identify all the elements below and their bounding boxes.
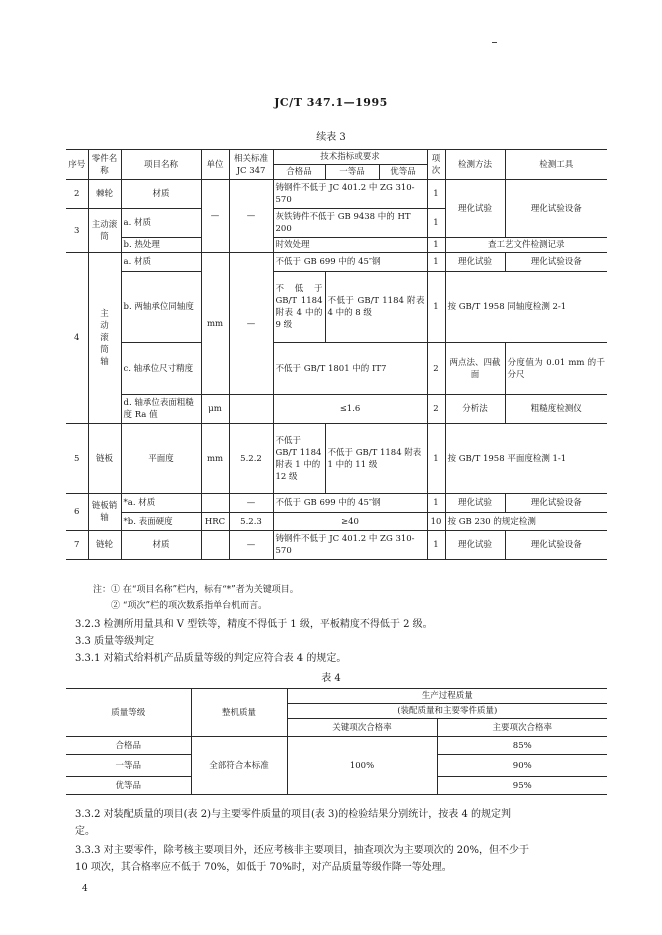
r23-unit: — (201, 180, 229, 253)
r4-part: 主动滚筒轴 (88, 253, 121, 424)
para-3-3: 3.3 质量等级判定 (75, 636, 155, 647)
t4-row-main-3: 95% (437, 777, 607, 795)
r7-spec: 铸钢件不低于 JC 401.2 中 ZG 310-570 (273, 531, 427, 560)
r6-part: 链板销轴 (88, 494, 121, 531)
r4-count-d: 2 (427, 395, 445, 424)
t4-machine-value: 全部符合本标准 (191, 737, 287, 795)
col-std: 相关标准 JC 347 (229, 150, 273, 180)
note-2: ② “项次”栏的项次数系指单台机而言。 (111, 601, 268, 611)
t4-row-grade-3: 优等品 (66, 777, 191, 795)
r5-item: 平面度 (121, 424, 201, 494)
r4-tool-a: 理化试验设备 (505, 253, 607, 272)
col-grade1: 合格品 (273, 165, 325, 180)
r6-method-b: 按 GB 230 的规定检测 (445, 513, 607, 531)
r2-item: 材质 (121, 180, 201, 209)
t4-col-main: 主要项次合格率 (437, 719, 607, 737)
para-3-3-3-line1: 3.3.3 对主要零件，除考核主要项目外，还应考核非主要项目，抽查项次为主要项次的 20%，但不少于 (75, 845, 530, 856)
r3-no: 3 (66, 209, 88, 253)
t4-col-grade: 质量等级 (66, 689, 191, 737)
t4-row-grade-1: 合格品 (66, 737, 191, 755)
r6-spec-b: ≥40 (273, 513, 427, 531)
r5-part: 链板 (88, 424, 121, 494)
col-grade2: 一等品 (325, 165, 379, 180)
note-1: 注：① 在“项目名称”栏内，标有“*”者为关键项目。 (93, 585, 299, 595)
r4-method-d: 分析法 (445, 395, 505, 424)
r3-part: 主动滚筒 (88, 209, 121, 253)
r4-method-b: 按 GB/T 1958 同轴度检测 2-1 (445, 272, 607, 343)
r6-count-b: 10 (427, 513, 445, 531)
t4-row-main-1: 85% (437, 737, 607, 755)
r7-std: — (229, 531, 273, 560)
col-tech: 技术指标或要求 (273, 150, 427, 165)
col-tool: 检测工具 (505, 150, 607, 180)
r4-count-b: 1 (427, 272, 445, 343)
r23-std: — (229, 180, 273, 253)
r7-unit (201, 531, 229, 560)
col-item: 项目名称 (121, 150, 201, 180)
r4-spec-b2: 不低于 GB/T 1184 附表 4 中的 8 级 (325, 272, 427, 343)
col-method: 检测方法 (445, 150, 505, 180)
r3-count-a: 1 (427, 209, 445, 238)
r4-tool-d: 粗糙度检测仪 (505, 395, 607, 424)
table3-caption: 续表 3 (316, 132, 346, 143)
col-unit: 单位 (201, 150, 229, 180)
t4-col-process: 生产过程质量 (287, 689, 607, 704)
r3-count-b: 1 (427, 238, 445, 253)
r2-part: 棘轮 (88, 180, 121, 209)
para-3-3-2-line1: 3.3.2 对装配质量的项目(表 2)与主要零件质量的项目(表 3)的检验结果分别统计，按表 4 的规定判 (75, 809, 512, 820)
r23-method: 理化试验 (445, 180, 505, 238)
r4-tool-c: 分度值为 0.01 mm 的千分尺 (505, 343, 607, 395)
r3-item-b: b. 热处理 (121, 238, 201, 253)
r6-method-a: 理化试验 (445, 494, 505, 513)
table-3 (66, 149, 607, 560)
para-3-2-3: 3.2.3 检测所用量具和 V 型铁等，精度不得低于 1 级，平板精度不得低于 2 级。 (75, 619, 433, 630)
r23-tool: 理化试验设备 (505, 180, 607, 238)
table4-caption: 表 4 (321, 673, 341, 684)
r4-item-c: c. 轴承位尺寸精度 (121, 343, 201, 395)
col-count: 项次 (427, 150, 445, 180)
r4-item-b: b. 两轴承位同轴度 (121, 272, 201, 343)
r6-std-a: — (229, 494, 273, 513)
para-3-3-1: 3.3.1 对箱式给料机产品质量等级的判定应符合表 4 的规定。 (75, 653, 347, 664)
r5-spec1: 不低于 GB/T 1184 附表 1 中的 12 级 (273, 424, 325, 494)
r7-item: 材质 (121, 531, 201, 560)
r4-spec-d: ≤1.6 (273, 395, 427, 424)
r6-unit-b: HRC (201, 513, 229, 531)
r6-item-a: *a. 材质 (121, 494, 201, 513)
r4-spec-b1: 不低于GB/T 1184附表 4 中的 9 级 (273, 272, 325, 343)
t4-col-key: 关键项次合格率 (287, 719, 437, 737)
r4-item-d: d. 轴承位表面粗糙度 Ra 值 (121, 395, 201, 424)
r5-count: 1 (427, 424, 445, 494)
r6-tool-a: 理化试验设备 (505, 494, 607, 513)
r7-count: 1 (427, 531, 445, 560)
r4-no: 4 (66, 253, 88, 424)
r4-method-a: 理化试验 (445, 253, 505, 272)
r4-spec-a: 不低于 GB 699 中的 45″钢 (273, 253, 427, 272)
r7-tool: 理化试验设备 (505, 531, 607, 560)
r5-spec2: 不低于 GB/T 1184 附表 1 中的 11 级 (325, 424, 427, 494)
r2-count: 1 (427, 180, 445, 209)
scan-mark (492, 42, 497, 43)
r6-std-b: 5.2.3 (229, 513, 273, 531)
r4-spec-c: 不低于 GB/T 1801 中的 IT7 (273, 343, 427, 395)
r6-unit-a (201, 494, 229, 513)
page-number: 4 (82, 884, 88, 894)
r3-spec-a: 灰铁铸件不低于 GB 9438 中的 HT 200 (273, 209, 427, 238)
col-grade3: 优等品 (379, 165, 427, 180)
table-4 (66, 688, 607, 795)
r4-unit-b: mm (201, 253, 229, 395)
r3-method-b: 查工艺文件检测记录 (445, 238, 607, 253)
t4-row-main-2: 90% (437, 755, 607, 777)
r2-no: 2 (66, 180, 88, 209)
r6-count-a: 1 (427, 494, 445, 513)
t4-col-process-sub: (装配质量和主要零件质量) (287, 704, 607, 719)
r5-method: 按 GB/T 1958 平面度检测 1-1 (445, 424, 607, 494)
t4-row-grade-2: 一等品 (66, 755, 191, 777)
r4-std-d (229, 395, 273, 424)
para-3-3-3-line2: 10 项次，其合格率应不低于 70%，如低于 70%时，对产品质量等级作降一等处理。 (75, 862, 452, 873)
para-3-3-2-line2: 定。 (75, 826, 95, 837)
r7-no: 7 (66, 531, 88, 560)
r4-count-c: 2 (427, 343, 445, 395)
standard-header: JC/T 347.1—1995 (274, 96, 388, 109)
r4-std-b: — (229, 253, 273, 395)
r4-item-a: a. 材质 (121, 253, 201, 272)
t4-col-machine: 整机质量 (191, 689, 287, 737)
r7-method: 理化试验 (445, 531, 505, 560)
r5-unit: mm (201, 424, 229, 494)
t4-key-value: 100% (287, 737, 437, 795)
r6-no: 6 (66, 494, 88, 531)
r7-part: 链轮 (88, 531, 121, 560)
r5-std: 5.2.2 (229, 424, 273, 494)
r6-item-b: *b. 表面硬度 (121, 513, 201, 531)
r4-unit-d: μm (201, 395, 229, 424)
r4-count-a: 1 (427, 253, 445, 272)
r5-no: 5 (66, 424, 88, 494)
r6-spec-a: 不低于 GB 699 中的 45″钢 (273, 494, 427, 513)
r3-spec-b: 时效处理 (273, 238, 427, 253)
r3-item-a: a. 材质 (121, 209, 201, 238)
col-seq: 序号 (66, 150, 88, 180)
r4-method-c: 两点法、四截面 (445, 343, 505, 395)
col-part: 零件名称 (88, 150, 121, 180)
r2-spec: 铸钢件不低于 JC 401.2 中 ZG 310-570 (273, 180, 427, 209)
